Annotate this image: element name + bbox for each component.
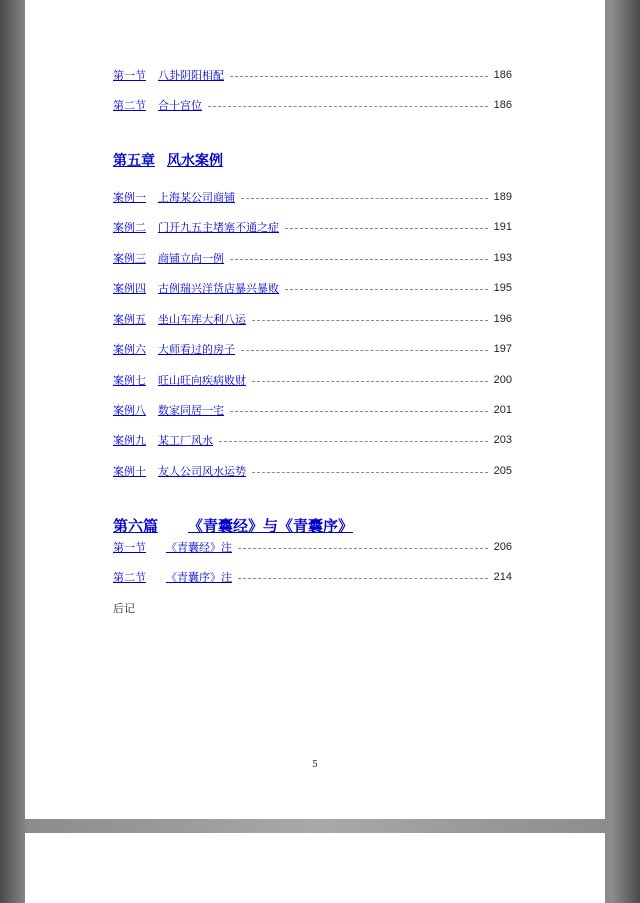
dot-leader (285, 288, 488, 290)
dot-leader (241, 349, 488, 351)
document-page (25, 0, 605, 819)
toc-entry-title[interactable]: 合十宫位 (158, 99, 202, 112)
toc-entry-page: 196 (493, 313, 512, 325)
toc-entry[interactable] (113, 340, 512, 358)
toc-entry-page: 205 (493, 465, 512, 477)
toc-entry[interactable] (113, 401, 512, 419)
chapter-title[interactable]: 风水案例 (167, 153, 223, 169)
dot-leader (219, 440, 488, 442)
toc-entry-page: 206 (493, 541, 512, 553)
toc-entry-title[interactable]: 上海某公司商铺 (158, 191, 235, 204)
toc-entry[interactable] (113, 96, 512, 114)
toc-entry-title[interactable]: 古例瑞兴洋货店暴兴暴败 (158, 282, 279, 295)
toc-entry-page: 214 (493, 571, 512, 583)
dot-leader (252, 380, 488, 382)
toc-entry-page: 193 (493, 252, 512, 264)
toc-entry-label[interactable]: 案例五 (113, 313, 146, 326)
dot-leader (285, 227, 488, 229)
toc-entry[interactable] (113, 538, 512, 556)
toc-entry-title[interactable]: 《青囊序》注 (166, 571, 232, 584)
toc-entry-label[interactable]: 案例一 (113, 191, 146, 204)
toc-entry-label[interactable]: 案例十 (113, 465, 146, 478)
toc-entry-page: 186 (493, 99, 512, 111)
toc-entry-title[interactable]: 坐山车库大利八运 (158, 313, 246, 326)
toc-entry-page: 195 (493, 282, 512, 294)
toc-entry-title[interactable]: 《青囊经》注 (166, 541, 232, 554)
chapter-heading[interactable] (113, 150, 223, 170)
toc-entry-title[interactable]: 某工厂风水 (158, 434, 213, 447)
toc-entry-page: 203 (493, 434, 512, 446)
toc-entry[interactable] (113, 279, 512, 297)
toc-entry-page: 197 (493, 343, 512, 355)
toc-entry-label[interactable]: 案例七 (113, 374, 146, 387)
toc-entry-page: 200 (493, 374, 512, 386)
toc-entry-label[interactable]: 案例八 (113, 404, 146, 417)
toc-entry[interactable] (113, 568, 512, 586)
toc-entry-label[interactable]: 第一节 (113, 541, 146, 554)
toc-entry-label[interactable]: 第一节 (113, 69, 146, 82)
chapter-label[interactable]: 第五章 (113, 153, 155, 169)
dot-leader (230, 410, 488, 412)
toc-entry-title[interactable]: 旺山旺向疾病败财 (158, 374, 246, 387)
toc-entry-page: 191 (493, 221, 512, 233)
toc-entry-page: 186 (493, 69, 512, 81)
toc-entry-page: 189 (493, 191, 512, 203)
toc-entry-title[interactable]: 商铺立向一例 (158, 252, 224, 265)
toc-entry-title[interactable]: 友人公司风水运势 (158, 465, 246, 478)
toc-entry-label[interactable]: 第二节 (113, 571, 146, 584)
toc-entry-label[interactable]: 案例九 (113, 434, 146, 447)
dot-leader (238, 577, 488, 579)
toc-entry[interactable] (113, 431, 512, 449)
toc-entry[interactable] (113, 188, 512, 206)
toc-entry[interactable] (113, 66, 512, 84)
toc-entry[interactable] (113, 371, 512, 389)
part-label[interactable]: 第六篇 (113, 517, 159, 535)
toc-entry-label[interactable]: 第二节 (113, 99, 146, 112)
toc-entry[interactable] (113, 310, 512, 328)
toc-entry[interactable] (113, 462, 512, 480)
page-number: 5 (312, 760, 318, 770)
toc-entry-page: 201 (493, 404, 512, 416)
toc-entry-title[interactable]: 大师看过的房子 (158, 343, 235, 356)
dot-leader (241, 197, 488, 199)
toc-entry-label[interactable]: 案例四 (113, 282, 146, 295)
dot-leader (238, 547, 488, 549)
toc-entry-label[interactable]: 案例三 (113, 252, 146, 265)
toc-entry[interactable] (113, 218, 512, 236)
toc-entry-title[interactable]: 数家同居一宅 (158, 404, 224, 417)
toc-entry-label[interactable]: 案例二 (113, 221, 146, 234)
next-page (25, 833, 605, 903)
dot-leader (230, 258, 488, 260)
dot-leader (230, 75, 488, 77)
toc-entry-title[interactable]: 八卦阴阳相配 (158, 69, 224, 82)
afterword: 后记 (113, 602, 135, 615)
dot-leader (208, 105, 488, 107)
toc-entry[interactable] (113, 249, 512, 267)
dot-leader (252, 471, 488, 473)
part-heading[interactable] (113, 515, 353, 536)
toc-entry-title[interactable]: 门开九五主堵塞不通之症 (158, 221, 279, 234)
part-title[interactable]: 《青囊经》与《青囊序》 (188, 517, 354, 535)
toc-entry-label[interactable]: 案例六 (113, 343, 146, 356)
dot-leader (252, 319, 488, 321)
